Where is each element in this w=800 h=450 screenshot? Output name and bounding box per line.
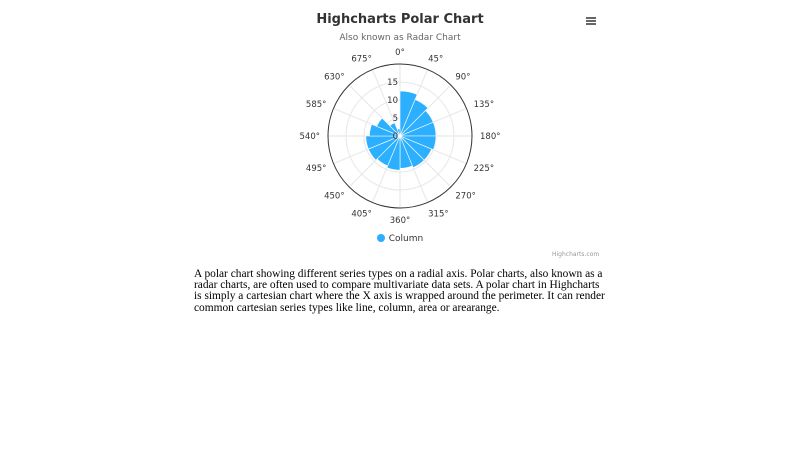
credits-link[interactable]: Highcharts.com [552,251,600,258]
x-tick-label: 135° [473,99,495,110]
x-tick-label: 315° [428,209,449,220]
legend-label: Column [388,234,424,244]
legend-symbol-icon [377,234,385,242]
x-tick-label: 180° [480,132,501,142]
menu-line [586,20,596,22]
x-tick-label: 675° [351,54,372,65]
chart-title: Highcharts Polar Chart [316,12,484,27]
x-tick-label: 630° [324,72,345,83]
y-tick-label: 5 [392,114,398,124]
chart-container [192,0,608,264]
x-tick-label: 225° [473,164,495,175]
chart-subtitle: Also known as Radar Chart [339,33,461,43]
y-tick-label: 0 [392,132,398,142]
y-tick-label: 15 [387,78,398,88]
x-tick-label: 0° [395,48,405,58]
x-tick-label: 540° [299,132,320,142]
x-tick-label: 45° [428,54,444,65]
y-tick-label: 10 [387,96,398,106]
x-tick-label: 585° [305,99,327,110]
chart-description: A polar chart showing different series types on a radial axis. Polar charts, also known as a radar charts, are often used to compare multivariate data sets. A polar chart in Highcharts is simply a cartesian chart where the X axis is wrapped around the perimeter. It can render common cartesian series types like line, column, area or arearange. [194,268,605,314]
x-tick-label: 270° [455,191,476,202]
x-tick-label: 495° [305,164,327,175]
menu-line [586,17,596,19]
legend-item-column[interactable] [192,234,608,244]
menu-line [586,23,596,25]
x-tick-label: 360° [389,216,411,226]
hamburger-menu-icon[interactable] [581,13,599,29]
x-tick-label: 405° [351,209,372,220]
x-tick-label: 90° [455,72,471,83]
x-tick-label: 450° [324,191,345,202]
